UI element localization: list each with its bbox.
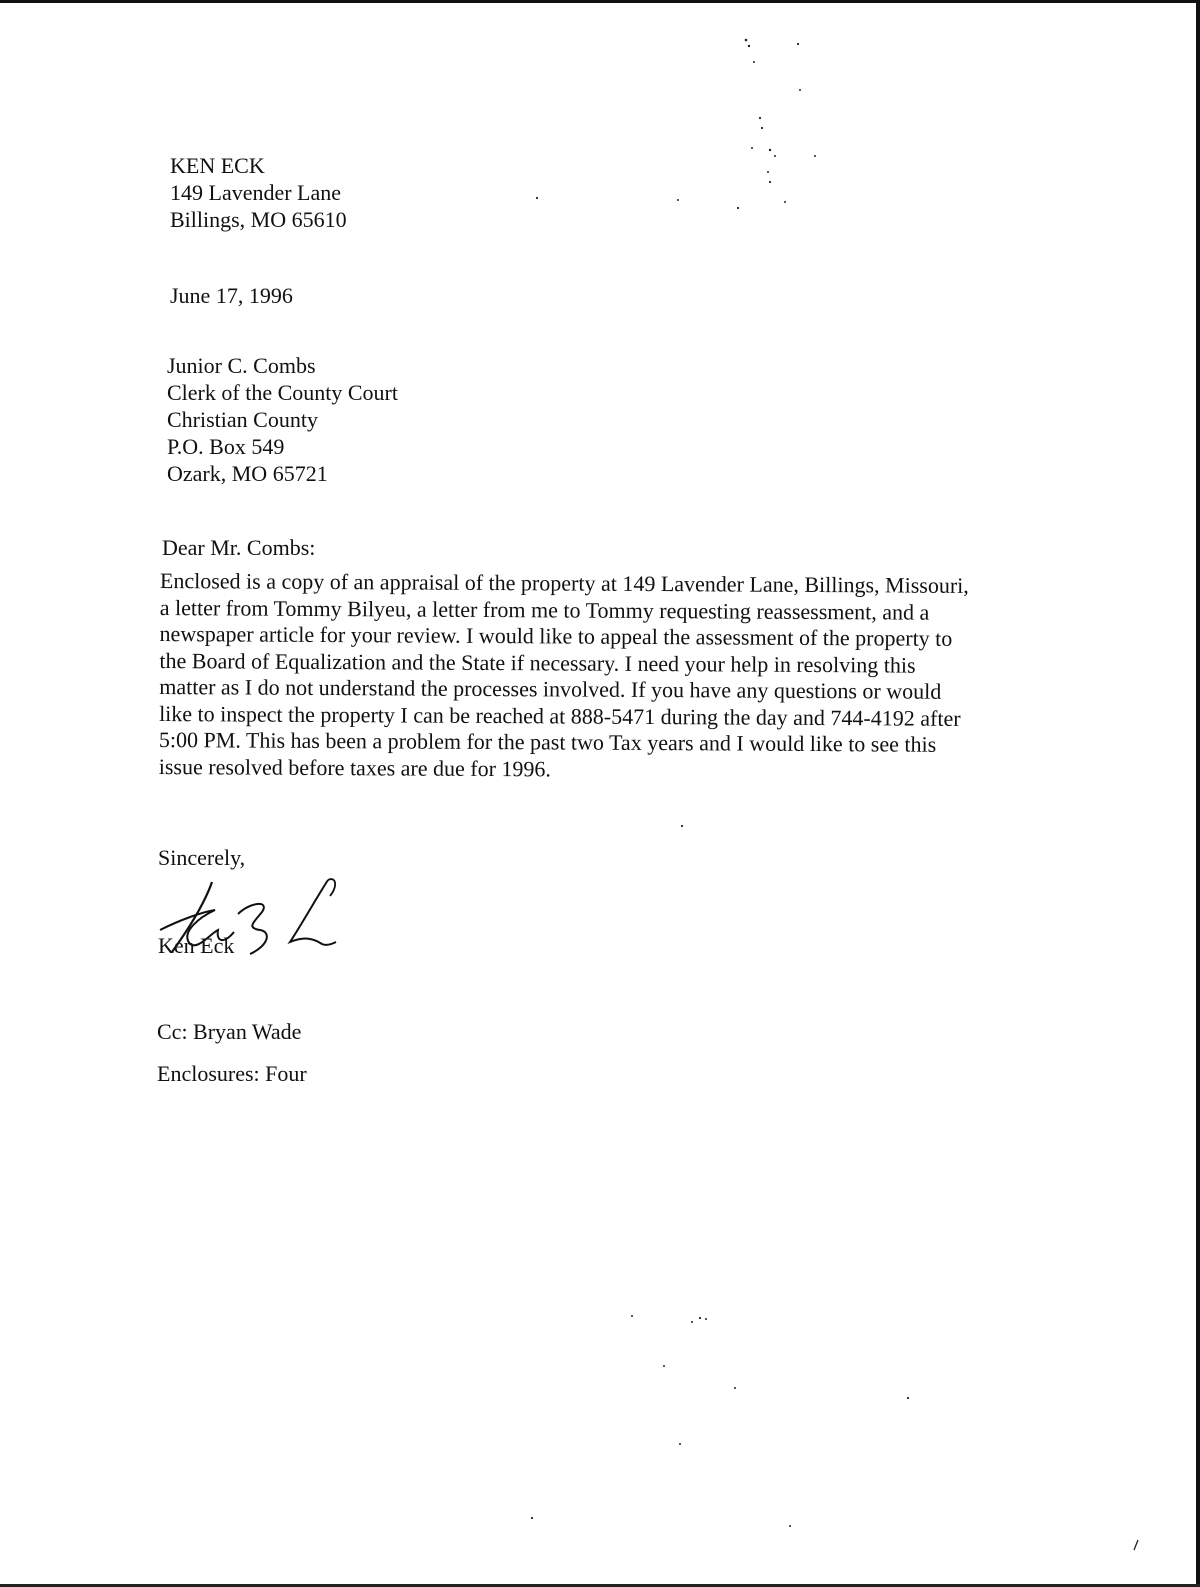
sender-street: 149 Lavender Lane	[170, 180, 342, 205]
scan-border-right	[1196, 0, 1200, 1587]
recipient-county: Christian County	[167, 407, 318, 432]
recipient-box: P.O. Box 549	[167, 434, 285, 459]
sender-block	[170, 152, 347, 233]
cc-line: Cc: Bryan Wade	[157, 1019, 302, 1044]
closing: Sincerely,	[158, 845, 246, 870]
signed-name: Ken Eck	[158, 933, 235, 958]
body-paragraph: Enclosed is a copy of an appraisal of the property at 149 Lavender Lane, Billings, Missouri, a letter from Tommy Bilyeu, a letter from me to Tommy requesting reassessment, and a newspaper article for your review. I would like to appeal the assessment of the property to the Board of Equalization and the State if necessary. I need your help in resolving this matter as I do not understand the processes involved. If you have any questions or would like to inspect the property I can be reached at 888-5471 during the day and 744-4192 after 5:00 PM. This has been a problem for the past two Tax years and I would like to see this issue resolved before taxes are due for 1996.	[158, 568, 969, 781]
recipient-title: Clerk of the County Court	[167, 380, 398, 405]
sender-city: Billings, MO 65610	[170, 207, 347, 232]
recipient-block	[167, 352, 398, 487]
scan-border-top	[0, 0, 1200, 3]
sender-name: KEN ECK	[170, 153, 265, 178]
letter-date: June 17, 1996	[170, 283, 293, 308]
salutation: Dear Mr. Combs:	[162, 535, 316, 560]
letter-body	[159, 568, 975, 785]
recipient-name: Junior C. Combs	[167, 353, 316, 378]
enclosures-line: Enclosures: Four	[157, 1061, 307, 1086]
recipient-city: Ozark, MO 65721	[167, 461, 328, 486]
